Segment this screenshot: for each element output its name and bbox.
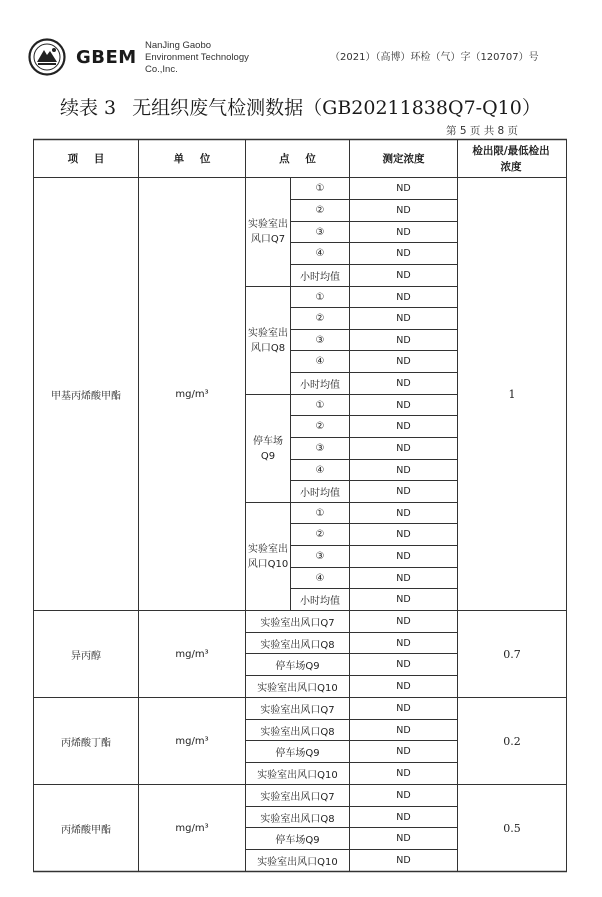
sample-label: ④ — [315, 572, 325, 584]
conc-value: ND — [396, 378, 411, 389]
point-name: 实验室出风口Q10 — [257, 857, 338, 868]
conc-value: ND — [396, 768, 411, 779]
limit-value: 1 — [508, 387, 516, 401]
conc-value: ND — [396, 811, 411, 823]
sample-label: ① — [315, 507, 325, 519]
location-name: 实验室出风口Q8 — [248, 327, 288, 354]
page-title: 续表 3 无组织废气检测数据（GB20211838Q7-Q10） — [60, 97, 541, 119]
header-unit: 单 位 — [173, 152, 217, 165]
conc-value: ND — [396, 681, 411, 692]
sample-label: 小时均值 — [300, 596, 340, 607]
unit-value: mg/m³ — [175, 388, 209, 400]
location-name: 实验室出风口Q7 — [248, 219, 288, 245]
sample-label: ② — [315, 529, 325, 540]
conc-value: ND — [396, 790, 411, 801]
point-name: 实验室出风口Q8 — [260, 726, 335, 738]
point-name: 停车场Q9 — [275, 748, 320, 759]
item-name: 甲基丙烯酸甲酯 — [51, 390, 121, 402]
sample-label: 小时均值 — [300, 380, 340, 391]
sample-label: 小时均值 — [300, 488, 340, 499]
location-name: 停车场Q9 — [253, 435, 283, 462]
conc-value: ND — [396, 855, 411, 866]
conc-value: ND — [396, 248, 411, 259]
conc-value: ND — [396, 703, 411, 714]
unit-value: mg/m³ — [175, 735, 209, 747]
conc-value: ND — [396, 356, 411, 367]
conc-value: ND — [396, 659, 411, 670]
conc-value: ND — [396, 464, 411, 476]
conc-value: ND — [396, 724, 411, 736]
header-item: 项 目 — [67, 152, 111, 165]
unit-value: mg/m³ — [175, 648, 209, 660]
conc-value: ND — [396, 399, 411, 411]
report-number: （2021）（高博）环检（气）字（120707）号 — [330, 52, 539, 63]
sample-label: ② — [315, 205, 325, 216]
header-limit: 检出限/最低检出浓度 — [472, 144, 550, 173]
point-name: 实验室出风口Q7 — [260, 618, 335, 629]
conc-value: ND — [396, 205, 411, 216]
item-name: 丙烯酸丁酯 — [61, 737, 111, 749]
conc-value: ND — [396, 507, 411, 519]
limit-value: 0.7 — [503, 647, 521, 661]
unit-value: mg/m³ — [175, 822, 209, 834]
conc-value: ND — [396, 637, 411, 649]
item-name: 丙烯酸甲酯 — [61, 824, 111, 836]
conc-value: ND — [396, 572, 411, 584]
point-name: 实验室出风口Q7 — [260, 792, 335, 803]
location-name: 实验室出风口Q10 — [247, 543, 289, 570]
company-name: NanJing Gaobo Environment Technology Co.,Inc. — [145, 40, 249, 75]
conc-value: ND — [396, 746, 411, 757]
conc-value: ND — [396, 270, 411, 281]
brand-name: GBEM — [76, 47, 137, 68]
point-name: 停车场Q9 — [275, 835, 320, 846]
limit-value: 0.2 — [503, 734, 521, 748]
conc-value: ND — [396, 226, 411, 238]
conc-value: ND — [396, 616, 411, 627]
sample-label: ① — [315, 183, 325, 194]
sample-label: ① — [315, 291, 325, 303]
conc-value: ND — [396, 529, 411, 540]
point-name: 实验室出风口Q8 — [260, 639, 335, 651]
sample-label: ③ — [315, 334, 325, 346]
conc-value: ND — [396, 486, 411, 497]
header-conc: 测定浓度 — [382, 152, 425, 165]
sample-label: ② — [315, 313, 325, 324]
limit-value: 0.5 — [503, 821, 521, 835]
sample-label: ③ — [315, 226, 325, 238]
sample-label: ③ — [315, 551, 325, 562]
sample-label: ③ — [315, 443, 325, 454]
sample-label: ② — [315, 421, 325, 432]
point-name: 实验室出风口Q10 — [257, 770, 338, 781]
conc-value: ND — [396, 183, 411, 194]
item-name: 异丙醇 — [71, 650, 101, 662]
point-name: 实验室出风口Q8 — [260, 813, 335, 825]
sample-label: ④ — [315, 356, 325, 367]
point-name: 停车场Q9 — [275, 661, 320, 672]
conc-value: ND — [396, 833, 411, 844]
point-name: 实验室出风口Q7 — [260, 705, 335, 716]
sample-label: ④ — [315, 248, 325, 259]
conc-value: ND — [396, 443, 411, 454]
conc-value: ND — [396, 594, 411, 605]
sample-label: 小时均值 — [300, 272, 340, 283]
conc-value: ND — [396, 551, 411, 562]
point-name: 实验室出风口Q10 — [257, 683, 338, 694]
header-point: 点 位 — [279, 152, 322, 165]
page-info: 第 5 页 共 8 页 — [446, 125, 519, 137]
conc-value: ND — [396, 334, 411, 346]
sample-label: ① — [315, 399, 325, 411]
conc-value: ND — [396, 291, 411, 303]
sample-label: ④ — [315, 464, 325, 476]
conc-value: ND — [396, 313, 411, 324]
conc-value: ND — [396, 421, 411, 432]
